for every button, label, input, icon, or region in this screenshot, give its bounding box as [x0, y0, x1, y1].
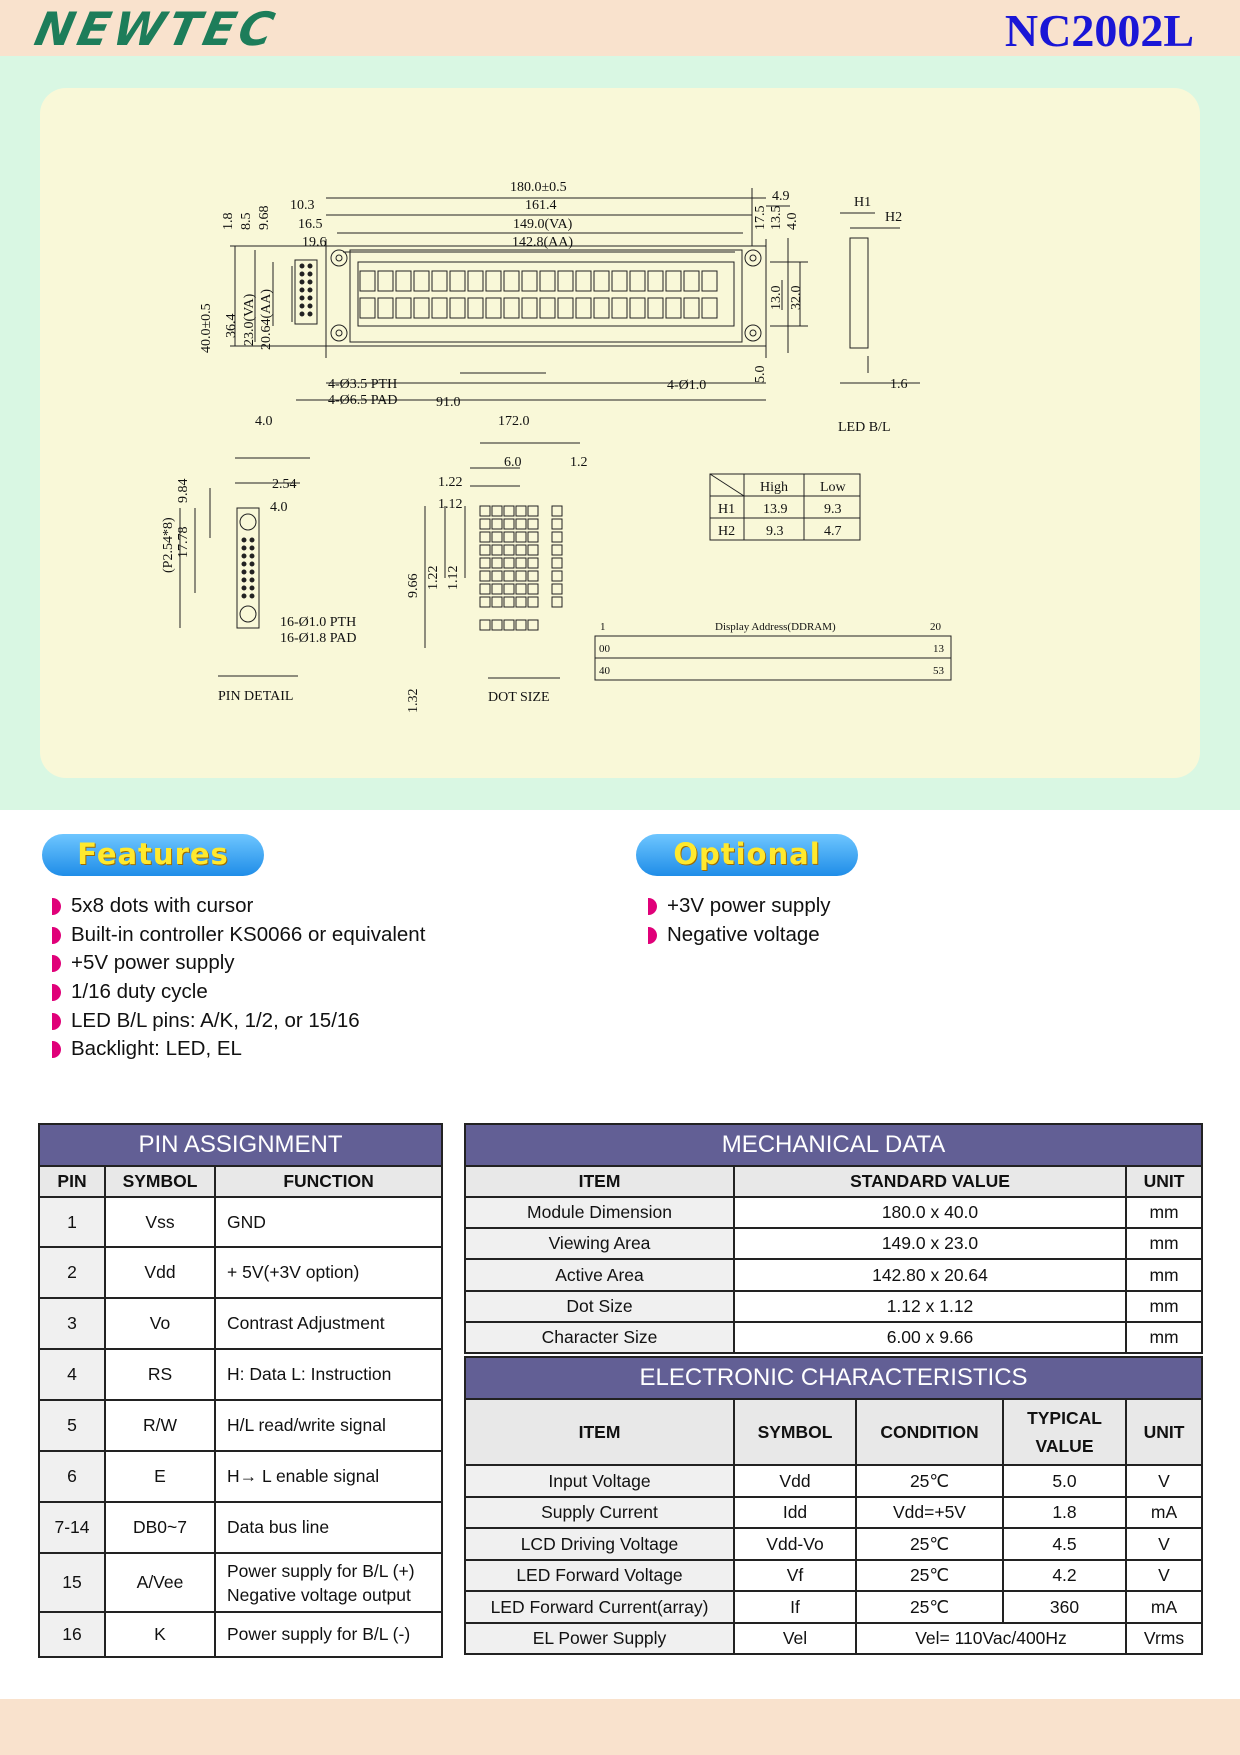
- table-cell: 360: [1003, 1591, 1126, 1623]
- brand-logo: [30, 2, 283, 56]
- table-cell: Character Size: [465, 1322, 734, 1353]
- drawing-label: 1.8: [221, 212, 236, 230]
- drawing-label: H1: [718, 502, 736, 517]
- list-item: Negative voltage: [642, 921, 831, 950]
- header-bar: [0, 0, 1240, 56]
- drawing-label: 1.12: [438, 497, 463, 512]
- drawing-label: H2: [718, 524, 736, 539]
- table-cell: Dot Size: [465, 1291, 734, 1322]
- table-cell: V: [1126, 1560, 1202, 1591]
- drawing-label: 13.9: [763, 502, 788, 517]
- table-row: [39, 1612, 442, 1657]
- table-cell: Supply Current: [465, 1497, 734, 1528]
- features-pill: [42, 834, 264, 876]
- table-cell: mm: [1126, 1259, 1202, 1291]
- drawing-label: 5.0: [753, 365, 768, 383]
- table-cell: V: [1126, 1528, 1202, 1560]
- drawing-label: 4-Ø3.5 PTH: [328, 377, 398, 392]
- table-cell: mm: [1126, 1197, 1202, 1228]
- table-cell: mm: [1126, 1291, 1202, 1322]
- list-item: +3V power supply: [642, 892, 831, 921]
- table-cell: 142.80 x 20.64: [734, 1259, 1126, 1291]
- electronic-characteristics-table: [464, 1356, 1203, 1655]
- table-cell: 25℃: [856, 1591, 1003, 1623]
- table-cell: A/Vee: [105, 1553, 215, 1612]
- drawing-label: 16-Ø1.8 PAD: [280, 631, 357, 646]
- table-cell: PIN: [39, 1166, 105, 1197]
- drawing-panel: [40, 88, 1200, 778]
- drawing-label: 6.0: [504, 455, 522, 470]
- table-row: [465, 1259, 1202, 1291]
- drawing-label: 20: [930, 621, 941, 633]
- table-cell: 16: [39, 1612, 105, 1657]
- drawing-label: High: [760, 480, 788, 495]
- table-cell: Vss: [105, 1197, 215, 1247]
- drawing-label: 4.7: [824, 524, 842, 539]
- table-row: [39, 1502, 442, 1553]
- table-cell: 4.5: [1003, 1528, 1126, 1560]
- table-cell: 4: [39, 1349, 105, 1400]
- list-item: LED B/L pins: A/K, 1/2, or 15/16: [46, 1007, 425, 1036]
- led-bl-label: LED B/L: [838, 420, 891, 435]
- table-cell: Vel: [734, 1623, 856, 1654]
- pin-detail-label: PIN DETAIL: [218, 689, 294, 704]
- drawing-label: 17.78: [176, 526, 191, 558]
- drawing-label: 1.6: [890, 377, 908, 392]
- drawing-label: 4-Ø6.5 PAD: [328, 393, 398, 408]
- table-cell: Vdd: [734, 1465, 856, 1497]
- table-cell: 6.00 x 9.66: [734, 1322, 1126, 1353]
- table-cell: If: [734, 1591, 856, 1623]
- drawing-label: H2: [885, 210, 903, 225]
- features-list: [46, 892, 425, 1064]
- table-cell: UNIT: [1126, 1166, 1202, 1197]
- table-cell: SYMBOL: [734, 1399, 856, 1465]
- pin-assignment-title: PIN ASSIGNMENT: [39, 1124, 442, 1166]
- logo-text: NEWTEC: [30, 2, 283, 56]
- table-cell: Idd: [734, 1497, 856, 1528]
- dim-overall-width: 180.0±0.5: [510, 180, 567, 195]
- drawing-label: 4.9: [772, 189, 790, 204]
- table-cell: 3: [39, 1298, 105, 1349]
- footer-bar: [0, 1699, 1240, 1755]
- table-cell: mA: [1126, 1591, 1202, 1623]
- drawing-label: 161.4: [525, 198, 557, 213]
- table-cell: 5.0: [1003, 1465, 1126, 1497]
- table-cell: Vo: [105, 1298, 215, 1349]
- table-row: [465, 1228, 1202, 1259]
- table-cell: Contrast Adjustment: [215, 1298, 442, 1349]
- drawing-label: Low: [820, 480, 846, 495]
- table-cell: UNIT: [1126, 1399, 1202, 1465]
- drawing-label: 9.66: [406, 573, 421, 598]
- drawing-text: [161, 180, 945, 713]
- drawing-label: 9.3: [824, 502, 842, 517]
- lcd-cells: [360, 271, 717, 318]
- drawing-label: 4.0: [785, 212, 800, 230]
- table-cell: RS: [105, 1349, 215, 1400]
- table-cell: 5: [39, 1400, 105, 1451]
- table-cell: 2: [39, 1247, 105, 1298]
- drawing-label: 172.0: [498, 414, 530, 429]
- list-item: 1/16 duty cycle: [46, 978, 425, 1007]
- list-item: Backlight: LED, EL: [46, 1035, 425, 1064]
- drawing-label: 00: [599, 643, 610, 655]
- table-cell: LED Forward Voltage: [465, 1560, 734, 1591]
- table-row: [39, 1197, 442, 1247]
- table-cell: DB0~7: [105, 1502, 215, 1553]
- table-cell: TYPICAL VALUE: [1003, 1399, 1126, 1465]
- table-cell: 15: [39, 1553, 105, 1612]
- table-cell: mm: [1126, 1322, 1202, 1353]
- list-item: +5V power supply: [46, 949, 425, 978]
- table-cell: H/L read/write signal: [215, 1400, 442, 1451]
- table-cell: ITEM: [465, 1399, 734, 1465]
- drawing-label: 91.0: [436, 395, 461, 410]
- table-cell: 1.12 x 1.12: [734, 1291, 1126, 1322]
- model-number: NC2002L: [1004, 5, 1194, 56]
- ddram-title: Display Address(DDRAM): [715, 621, 836, 633]
- mechanical-data-table: [464, 1123, 1203, 1354]
- table-cell: K: [105, 1612, 215, 1657]
- drawing-label: 53: [933, 665, 944, 677]
- drawing-label: 1: [600, 621, 606, 633]
- drawing-label: 149.0(VA): [513, 217, 573, 232]
- drawing-label: 4.0: [270, 500, 288, 515]
- drawing-label: 1.32: [406, 688, 421, 713]
- table-cell: STANDARD VALUE: [734, 1166, 1126, 1197]
- table-cell: 149.0 x 23.0: [734, 1228, 1126, 1259]
- table-row: [465, 1560, 1202, 1591]
- table-cell: V: [1126, 1465, 1202, 1497]
- table-cell: Vrms: [1126, 1623, 1202, 1654]
- table-row: [39, 1247, 442, 1298]
- drawing-label: 36.4: [224, 313, 239, 338]
- pin-assignment-table: [38, 1123, 443, 1658]
- table-cell: 7-14: [39, 1502, 105, 1553]
- electronic-title: ELECTRONIC CHARACTERISTICS: [465, 1357, 1202, 1399]
- table-row: [465, 1197, 1202, 1228]
- drawing-label: 9.84: [176, 478, 191, 503]
- table-cell: FUNCTION: [215, 1166, 442, 1197]
- drawing-label: 40: [599, 665, 610, 677]
- drawing-label: 1.2: [570, 455, 588, 470]
- table-cell: EL Power Supply: [465, 1623, 734, 1654]
- table-cell: H: Data L: Instruction: [215, 1349, 442, 1400]
- table-row: [465, 1528, 1202, 1560]
- table-cell: CONDITION: [856, 1399, 1003, 1465]
- drawing-label: 4-Ø1.0: [667, 378, 707, 393]
- table-cell: Vel= 110Vac/400Hz: [856, 1623, 1126, 1654]
- drawing-label: 13.5: [769, 205, 784, 230]
- table-cell: 1.8: [1003, 1497, 1126, 1528]
- table-cell: 25℃: [856, 1560, 1003, 1591]
- drawing-label: 142.8(AA): [512, 235, 574, 250]
- optional-title: Optional: [673, 837, 821, 871]
- table-cell: 4.2: [1003, 1560, 1126, 1591]
- table-row: [39, 1298, 442, 1349]
- drawing-area: [0, 56, 1240, 810]
- drawing-label: 13: [933, 643, 944, 655]
- table-row: [465, 1497, 1202, 1528]
- table-row: [465, 1291, 1202, 1322]
- drawing-label: 32.0: [789, 285, 804, 310]
- table-cell: Vdd-Vo: [734, 1528, 856, 1560]
- table-cell: Vdd: [105, 1247, 215, 1298]
- drawing-label: 23.0(VA): [242, 293, 257, 346]
- drawing-label: 19.6: [302, 235, 327, 250]
- drawing-label: 13.0: [769, 285, 784, 310]
- table-cell: ITEM: [465, 1166, 734, 1197]
- table-cell: Vdd=+5V: [856, 1497, 1003, 1528]
- table-cell: SYMBOL: [105, 1166, 215, 1197]
- drawing-label: 2.54: [272, 477, 297, 492]
- table-cell: 1: [39, 1197, 105, 1247]
- table-row: [465, 1465, 1202, 1497]
- table-cell: Viewing Area: [465, 1228, 734, 1259]
- table-row: [39, 1349, 442, 1400]
- drawing-label: H1: [854, 195, 872, 210]
- table-cell: Data bus line: [215, 1502, 442, 1553]
- optional-pill: [636, 834, 858, 876]
- table-cell: 25℃: [856, 1528, 1003, 1560]
- table-cell: Input Voltage: [465, 1465, 734, 1497]
- table-cell: Power supply for B/L (-): [215, 1612, 442, 1657]
- drawing-label: 1.22: [438, 475, 463, 490]
- drawing-label: 1.22: [426, 565, 441, 590]
- drawing-label: 8.5: [239, 212, 254, 230]
- optional-list: [642, 892, 831, 949]
- table-cell: H→ L enable signal: [215, 1451, 442, 1502]
- drawing-label: 17.5: [753, 205, 768, 230]
- table-cell: Vf: [734, 1560, 856, 1591]
- table-cell: GND: [215, 1197, 442, 1247]
- drawing-label: 16-Ø1.0 PTH: [280, 615, 357, 630]
- table-row: [465, 1322, 1202, 1353]
- table-cell: LCD Driving Voltage: [465, 1528, 734, 1560]
- drawing-label: 9.68: [257, 205, 272, 230]
- table-cell: LED Forward Current(array): [465, 1591, 734, 1623]
- table-cell: R/W: [105, 1400, 215, 1451]
- table-row: [465, 1591, 1202, 1623]
- drawing-label: 10.3: [290, 198, 315, 213]
- drawing-label: 20.64(AA): [259, 288, 274, 350]
- table-cell: E: [105, 1451, 215, 1502]
- mechanical-drawing: [40, 88, 1200, 778]
- drawing-label: 1.12: [446, 565, 461, 590]
- drawing-label: 4.0: [255, 414, 273, 429]
- drawing-label: (P2.54*8): [161, 517, 176, 573]
- table-row: [465, 1623, 1202, 1654]
- list-item: 5x8 dots with cursor: [46, 892, 425, 921]
- table-cell: + 5V(+3V option): [215, 1247, 442, 1298]
- table-cell: 6: [39, 1451, 105, 1502]
- drawing-label: 9.3: [766, 524, 784, 539]
- table-cell: mA: [1126, 1497, 1202, 1528]
- dot-size-label: DOT SIZE: [488, 690, 550, 705]
- table-cell: 25℃: [856, 1465, 1003, 1497]
- table-cell: Power supply for B/L (+) Negative voltage output: [215, 1553, 442, 1612]
- list-item: Built-in controller KS0066 or equivalent: [46, 921, 425, 950]
- drawing-label: 40.0±0.5: [199, 303, 214, 353]
- dot-matrix: [480, 506, 562, 630]
- drawing-label: 16.5: [298, 217, 323, 232]
- mechanical-data-title: MECHANICAL DATA: [465, 1124, 1202, 1166]
- table-row: [39, 1451, 442, 1502]
- table-row: [39, 1400, 442, 1451]
- table-cell: mm: [1126, 1228, 1202, 1259]
- table-row: [39, 1553, 442, 1612]
- table-cell: Active Area: [465, 1259, 734, 1291]
- table-cell: 180.0 x 40.0: [734, 1197, 1126, 1228]
- features-title: Features: [77, 837, 229, 871]
- table-cell: Module Dimension: [465, 1197, 734, 1228]
